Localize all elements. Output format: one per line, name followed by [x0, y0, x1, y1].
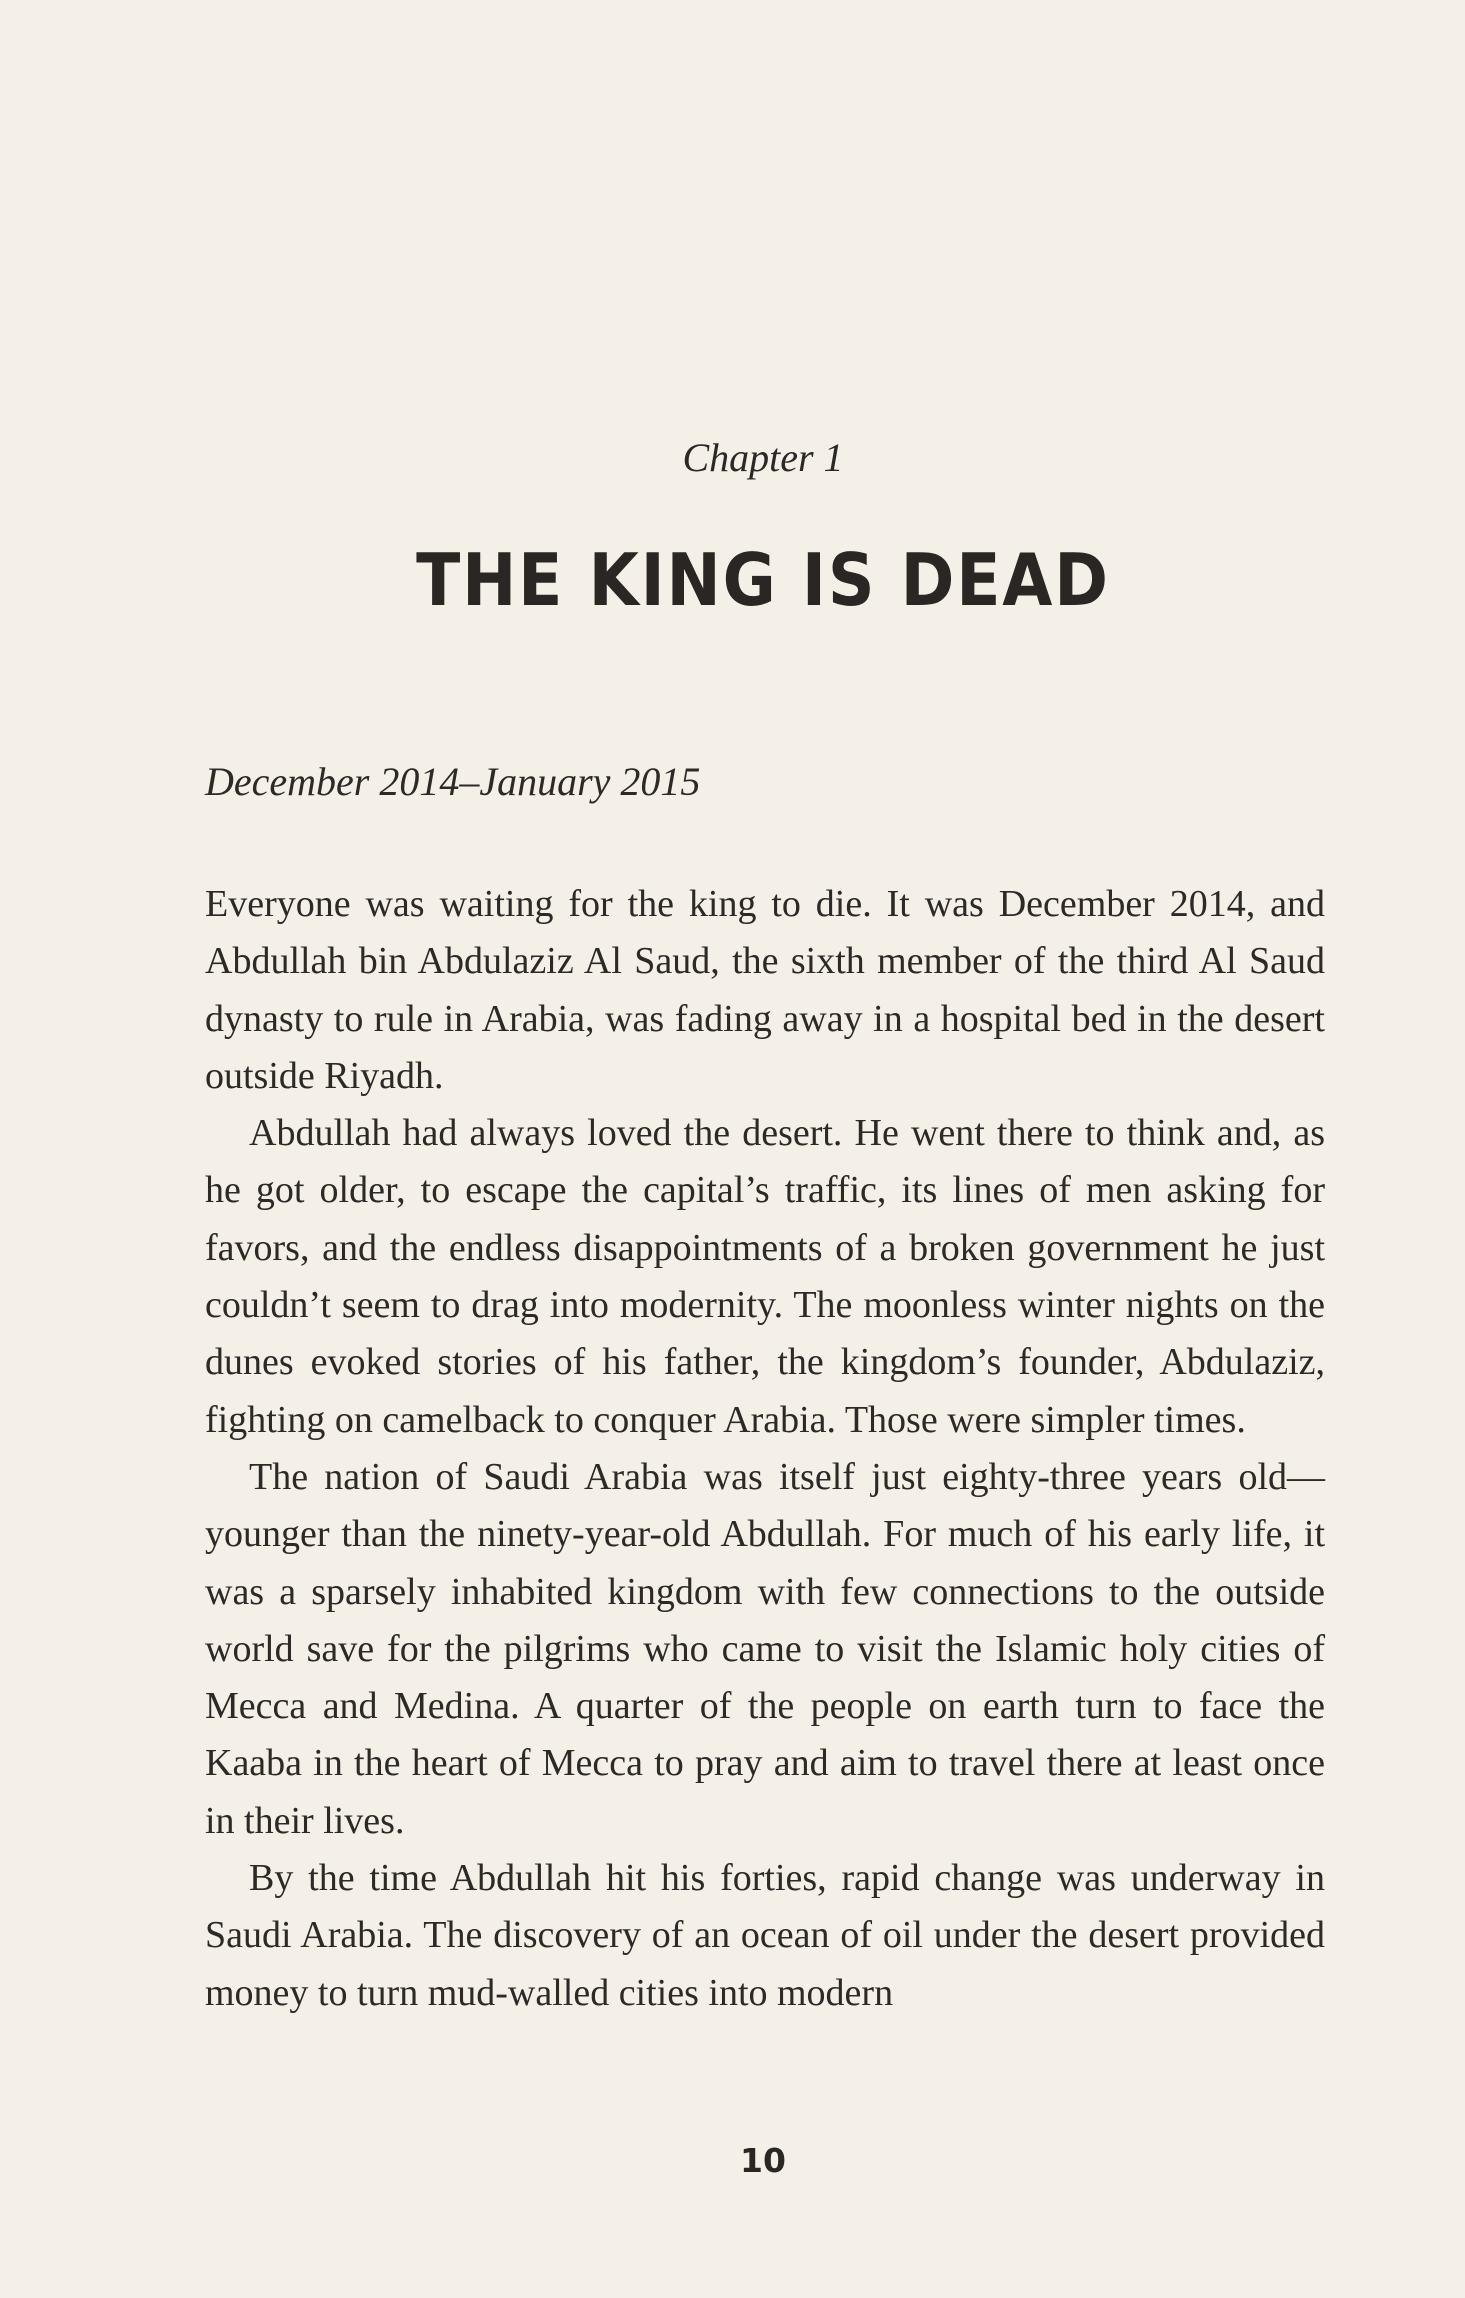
body-text	[205, 876, 1325, 2022]
paragraph: By the time Abdullah hit his forties, rapid change was underway in Saudi Arabia. The discovery of an ocean of oil under the desert provided money to turn mud-walled cities into modern	[205, 1857, 1325, 2014]
page-number: 10	[740, 2141, 786, 2180]
chapter-date-range: December 2014–January 2015	[205, 759, 701, 804]
chapter-title: THE KING IS DEAD	[416, 538, 1110, 622]
paragraph: The nation of Saudi Arabia was itself just eighty-three years old—younger than the ninety-year-old Abdullah. For much of his early life, it was a sparsely inhabited kingdom with few connections to the outside world save for the pilgrims who came to visit the Islamic holy cities of Mecca and Medina. A quarter of the people on earth turn to face the Kaaba in the heart of Mecca to pray and aim to travel there at least once in their lives.	[205, 1455, 1325, 1842]
chapter-label: Chapter 1	[682, 435, 844, 480]
paragraph: Everyone was waiting for the king to die. It was December 2014, and Abdullah bin Abdulaziz Al Saud, the sixth member of the third Al Saud dynasty to rule in Arabia, was fading away in a hospital bed in the desert outside Riyadh.	[205, 883, 1325, 1097]
paragraph: Abdullah had always loved the desert. He went there to think and, as he got older, to escape the capital’s traffic, its lines of men asking for favors, and the endless disappointments of a broken government he just couldn’t seem to drag into modernity. The moonless winter nights on the dunes evoked stories of his father, the kingdom’s founder, Abdulaziz, fighting on camelback to conquer Arabia. Those were simpler times.	[205, 1112, 1325, 1441]
